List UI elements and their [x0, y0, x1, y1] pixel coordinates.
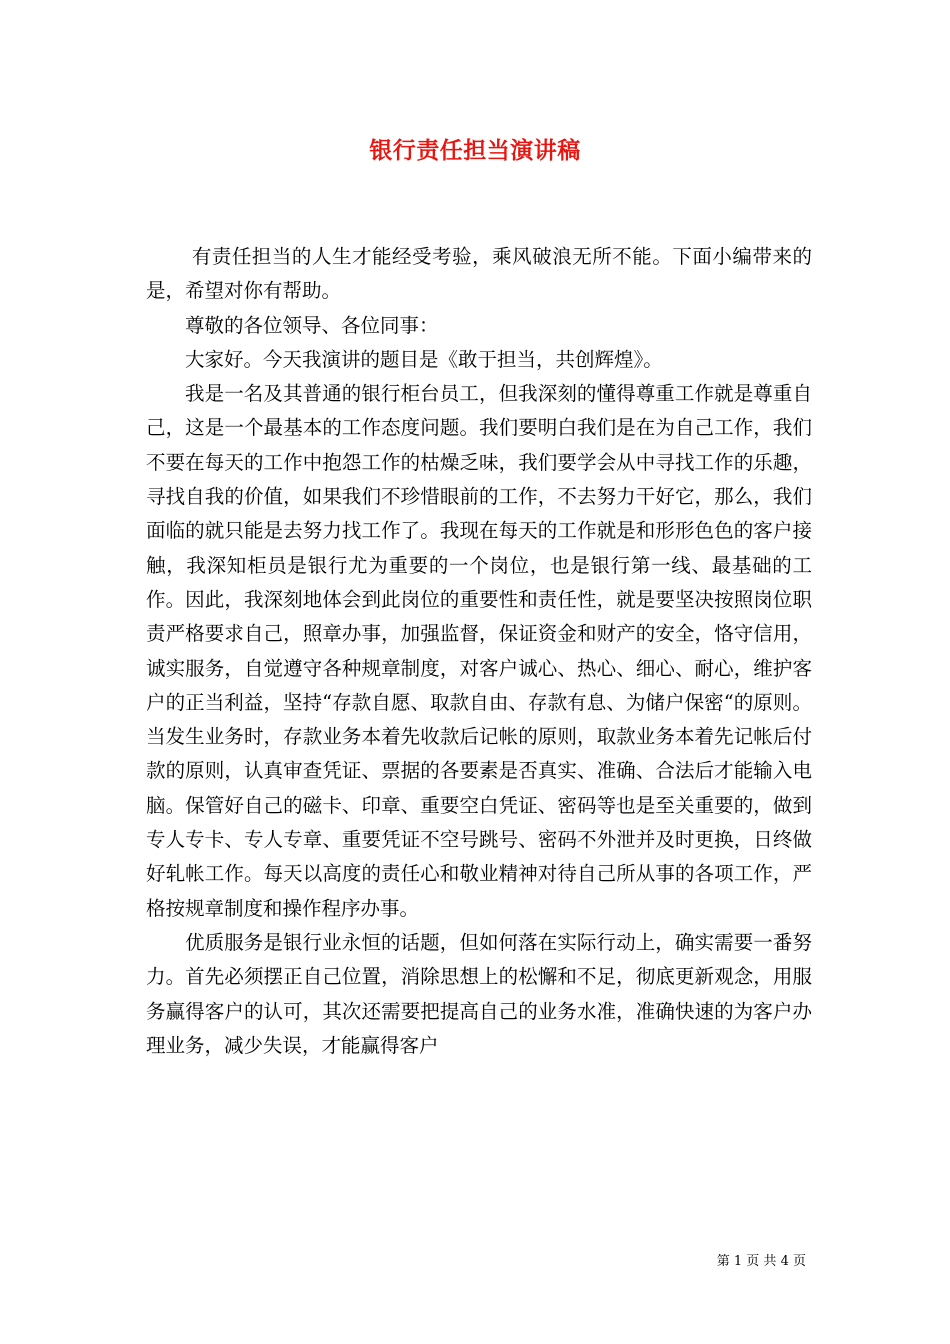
footer-current-page: 1 — [733, 1254, 743, 1269]
body-paragraph: 我是一名及其普通的银行柜台员工，但我深刻的懂得尊重工作就是尊重自己，这是一个最基本的工作态度问题。我们要明白我们是在为自己工作，我们不要在每天的工作中抱怨工作的枯燥乏味，我们要学会从中寻找工作的乐趣，寻找自我的价值，如果我们不珍惜眼前的工作，不去努力干好它，那么，我们面临的就只能是去努力找工作了。我现在每天的工作就是和形形色色的客户接触，我深知柜员是银行尤为重要的一个岗位，也是银行第一线、最基础的工作。因此，我深刻地体会到此岗位的重要性和责任性，就是要坚决按照岗位职责严格要求自己，照章办事，加强监督，保证资金和财产的安全，恪守信用，诚实服务，自觉遵守各种规章制度，对客户诚心、热心、细心、耐心，维护客户的正当利益，坚持“存款自愿、取款自由、存款有息、为储户保密“的原则。当发生业务时，存款业务本着先收款后记帐的原则，取款业务本着先记帐后付款的原则，认真审查凭证、票据的各要素是否真实、准确、合法后才能输入电脑。保管好自己的磁卡、印章、重要空白凭证、密码等也是至关重要的，做到专人专卡、专人专章、重要凭证不空号跳号、密码不外泄并及时更换，日终做好轧帐工作。每天以高度的责任心和敬业精神对待自己所从事的各项工作，严格按规章制度和操作程序办事。 — [146, 382, 812, 920]
intro-paragraph: 有责任担当的人生才能经受考验，乘风破浪无所不能。下面小编带来的是，希望对你有帮助。 — [146, 245, 812, 303]
page-footer — [0, 1250, 806, 1269]
document-body — [146, 240, 812, 1063]
salutation-paragraph: 尊敬的各位领导、各位同事： — [185, 313, 439, 337]
document-title: 银行责任担当演讲稿 — [369, 137, 581, 164]
body-paragraph: 优质服务是银行业永恒的话题，但如何落在实际行动上，确实需要一番努力。首先必须摆正自己位置，消除思想上的松懈和不足，彻底更新观念，用服务赢得客户的认可，其次还需要把提高自己的业务水准，准确快速的为客户办理业务，减少失误，才能赢得客户 — [146, 930, 812, 1057]
footer-prefix: 第 — [716, 1254, 730, 1269]
greeting-paragraph: 大家好。今天我演讲的题目是《敢于担当，共创辉煌》。 — [185, 347, 663, 371]
footer-middle: 页 共 — [746, 1254, 777, 1269]
footer-suffix: 页 — [792, 1254, 806, 1269]
footer-total-pages: 4 — [780, 1254, 789, 1269]
